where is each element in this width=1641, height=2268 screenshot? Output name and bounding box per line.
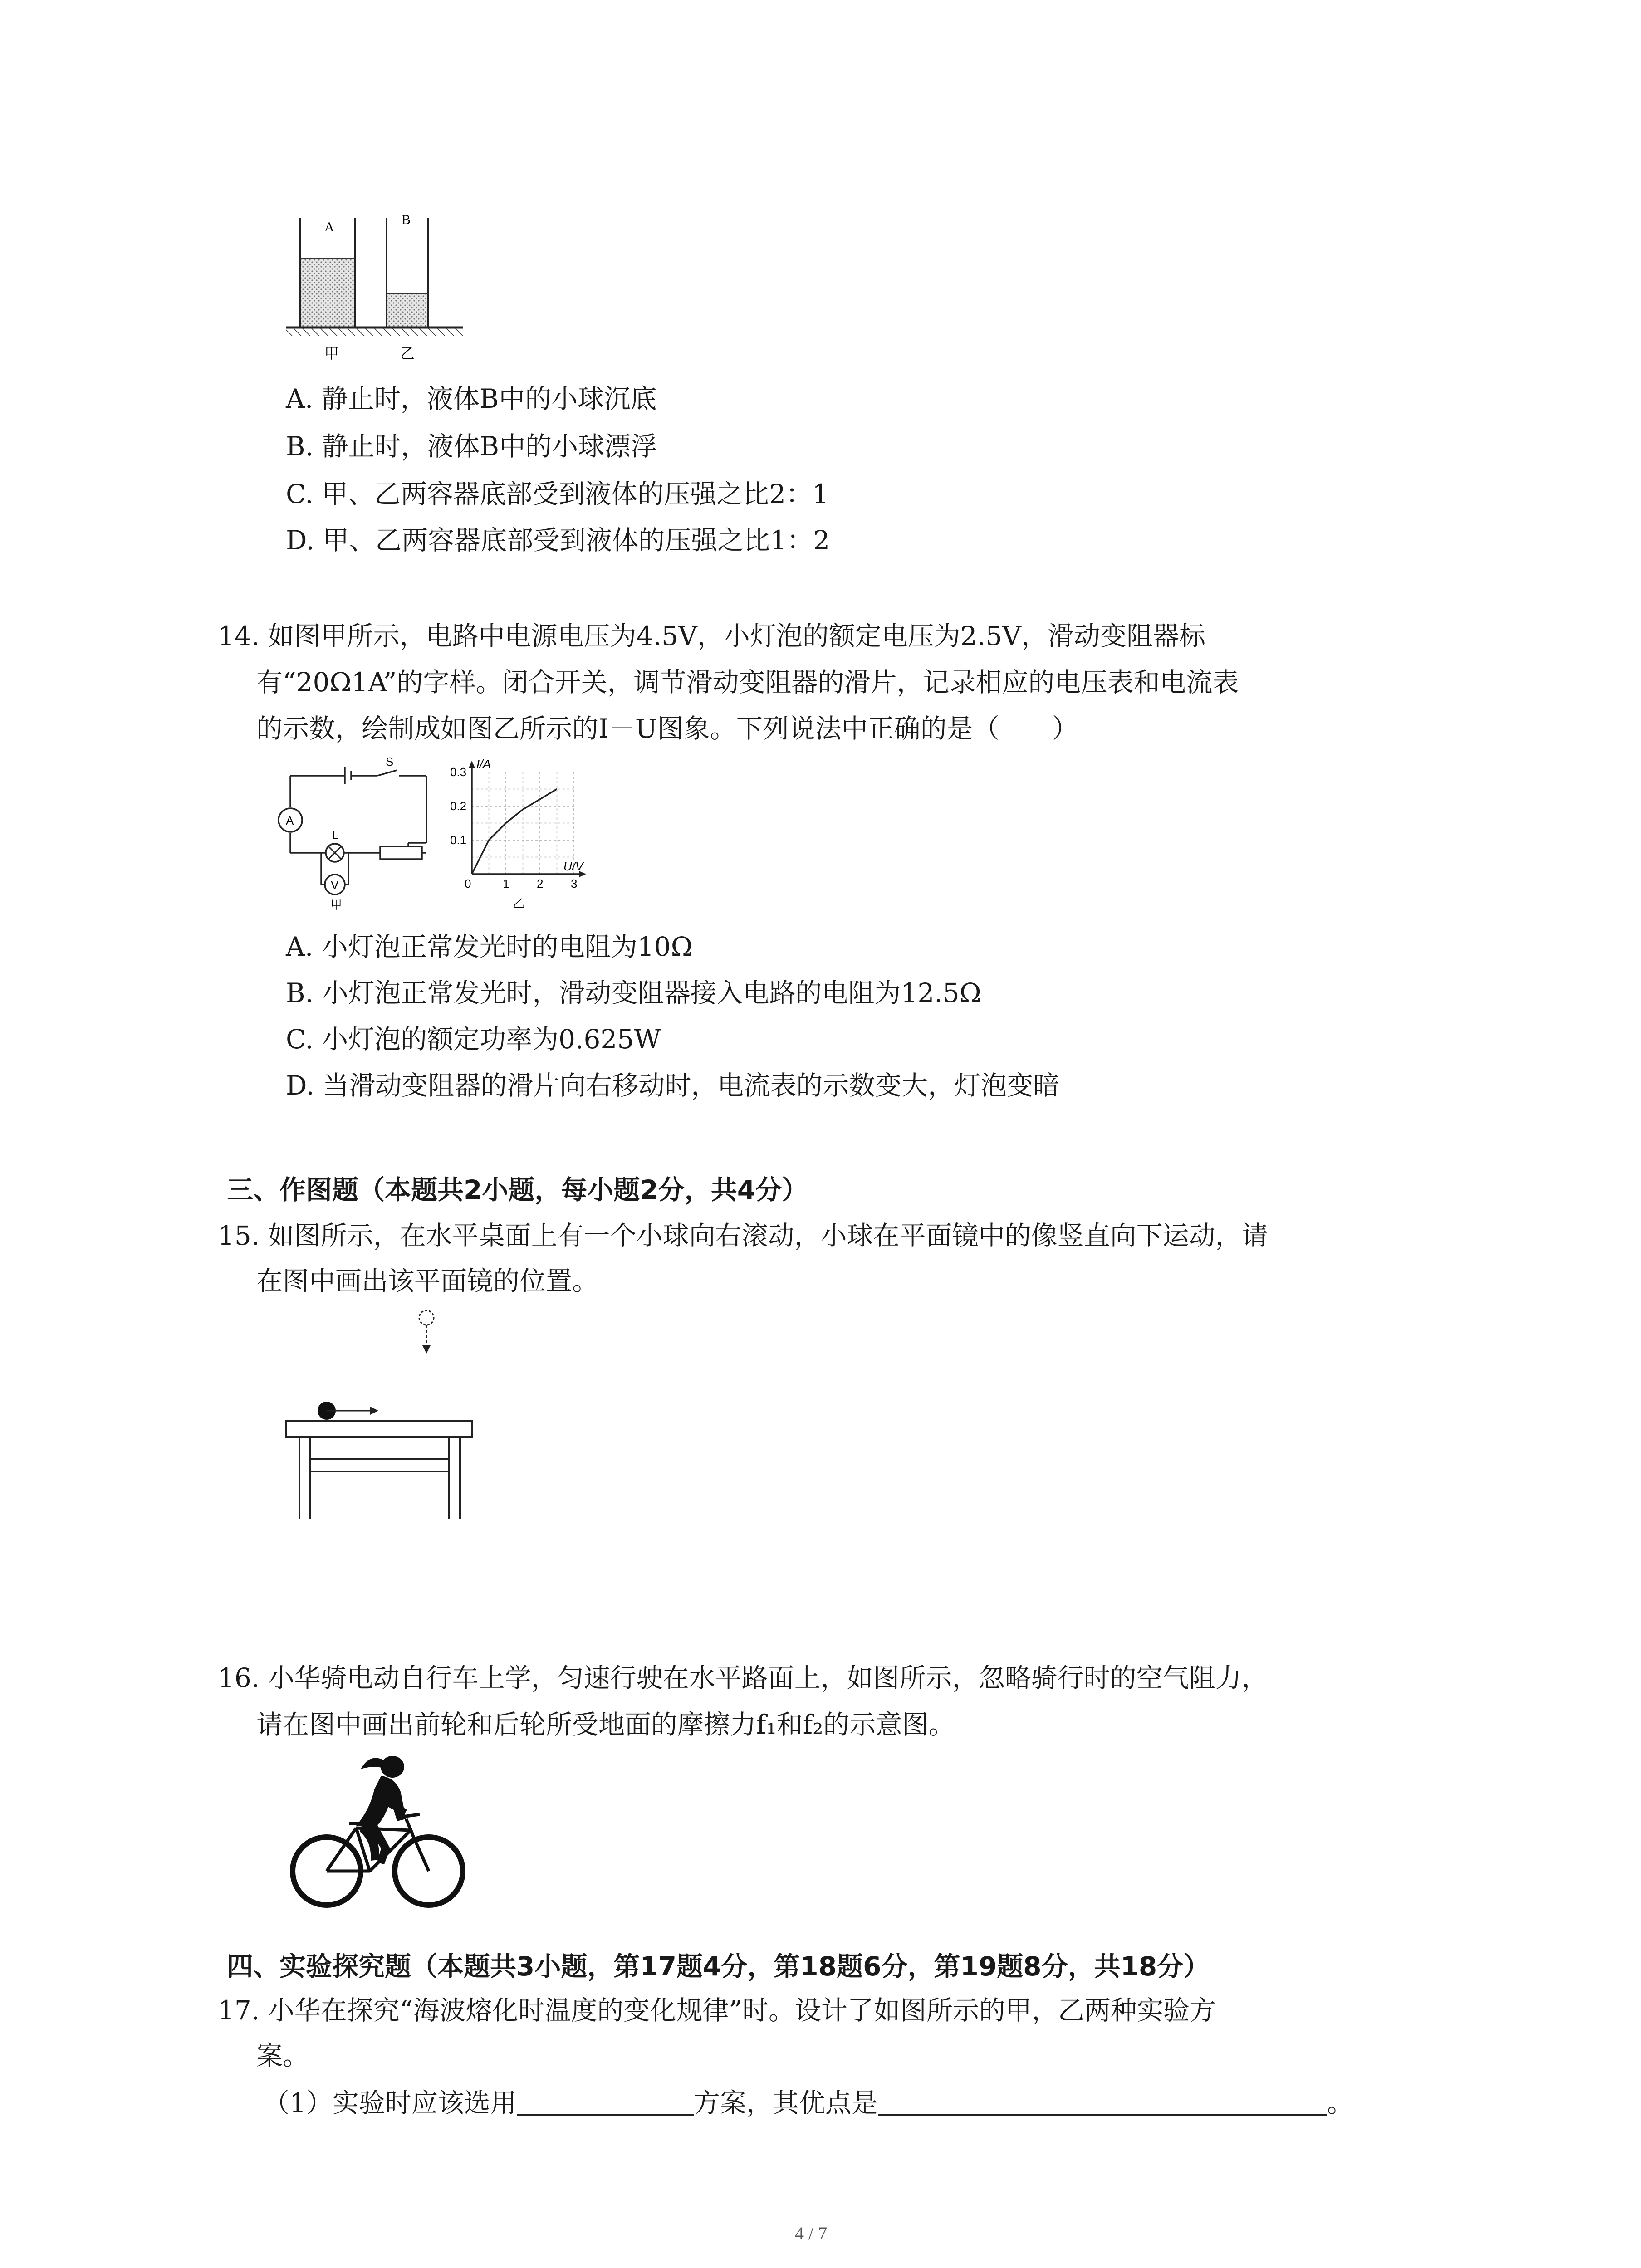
containers-figure <box>281 212 472 381</box>
q13-option-d: D. 甲、乙两容器底部受到液体的压强之比1：2 <box>286 525 830 556</box>
q14-option-a: A. 小灯泡正常发光时的电阻为10Ω <box>286 931 693 962</box>
section-3-title: 三、作图题（本题共2小题，每小题2分，共4分） <box>227 1174 808 1205</box>
y-tick-label: 0.3 <box>450 765 467 779</box>
y-axis-label: I/A <box>476 757 491 771</box>
caption-jia: 甲 <box>324 345 339 362</box>
q13-option-c: C. 甲、乙两容器底部受到液体的压强之比2：1 <box>286 479 829 509</box>
q16-line-2: 请在图中画出前轮和后轮所受地面的摩擦力f₁和f₂的示意图。 <box>256 1709 955 1740</box>
label-a: A <box>324 220 334 235</box>
q17-sub1 <box>263 2089 1353 2116</box>
q14-option-d: D. 当滑动变阻器的滑片向右移动时，电流表的示数变大，灯泡变暗 <box>286 1070 1060 1101</box>
q14-line-1: 14. 如图甲所示，电路中电源电压为4.5V，小灯泡的额定电压为2.5V，滑动变阻器标 <box>218 621 1205 651</box>
q14-line-3: 的示数，绘制成如图乙所示的I－U图象。下列说法中正确的是（ ） <box>256 713 1078 744</box>
q15-line-2: 在图中画出该平面镜的位置。 <box>256 1266 599 1296</box>
y-tick-label: 0.2 <box>450 799 467 813</box>
q14-option-b: B. 小灯泡正常发光时，滑动变阻器接入电路的电阻为12.5Ω <box>286 978 981 1008</box>
ammeter-label: A <box>286 814 294 827</box>
q14-option-c: C. 小灯泡的额定功率为0.625W <box>286 1024 661 1055</box>
circuit-caption: 甲 <box>330 899 343 912</box>
answer-blank-advantage[interactable] <box>878 2089 1327 2116</box>
q17-sub1-prefix: （1）实验时应该选用 <box>263 2087 517 2118</box>
q17-sub1-mid: 方案，其优点是 <box>693 2087 878 2118</box>
q17-line-1: 17. 小华在探究“海波熔化时温度的变化规律”时。设计了如图所示的甲，乙两种实验方 <box>218 1995 1216 2026</box>
q13-option-b: B. 静止时，液体B中的小球漂浮 <box>286 431 657 462</box>
q16-line-1: 16. 小华骑电动自行车上学，匀速行驶在水平路面上，如图所示，忽略骑行时的空气阻力， <box>218 1662 1268 1693</box>
table-ball-figure <box>281 1306 481 1533</box>
caption-yi: 乙 <box>400 345 415 362</box>
label-b: B <box>402 212 411 227</box>
x-tick-label: 2 <box>537 877 544 890</box>
table <box>286 1421 472 1519</box>
liquid-a <box>300 259 355 327</box>
cyclist-figure <box>284 1755 474 1910</box>
liquid-b <box>387 294 428 327</box>
answer-blank-scheme[interactable] <box>517 2089 694 2116</box>
graph-caption: 乙 <box>513 897 525 911</box>
x-axis-label: U/V <box>563 860 583 873</box>
ball-image <box>419 1310 434 1325</box>
section-4-title: 四、实验探究题（本题共3小题，第17题4分，第18题6分，第19题8分，共18分） <box>227 1951 1210 1982</box>
q17-sub1-end: 。 <box>1327 2087 1353 2118</box>
lamp-label: L <box>332 828 339 842</box>
q17-line-2: 案。 <box>256 2040 309 2071</box>
q14-line-2: 有“20Ω1A”的字样。闭合开关，调节滑动变阻器的滑片，记录相应的电压表和电流表 <box>256 667 1239 698</box>
iu-curve <box>472 789 557 875</box>
page-number: 4 / 7 <box>795 2223 828 2244</box>
iu-graph <box>445 755 590 912</box>
x-tick-label: 3 <box>571 877 578 890</box>
y-tick-label: 0.1 <box>450 833 467 847</box>
q13-option-a: A. 静止时，液体B中的小球沉底 <box>286 383 657 414</box>
q15-line-1: 15. 如图所示，在水平桌面上有一个小球向右滚动，小球在平面镜中的像竖直向下运动，请 <box>218 1220 1268 1251</box>
switch-label: S <box>386 755 394 768</box>
voltmeter-label: V <box>331 878 339 892</box>
origin-label: 0 <box>465 877 471 890</box>
x-tick-label: 1 <box>503 877 509 890</box>
circuit-diagram <box>272 755 445 912</box>
